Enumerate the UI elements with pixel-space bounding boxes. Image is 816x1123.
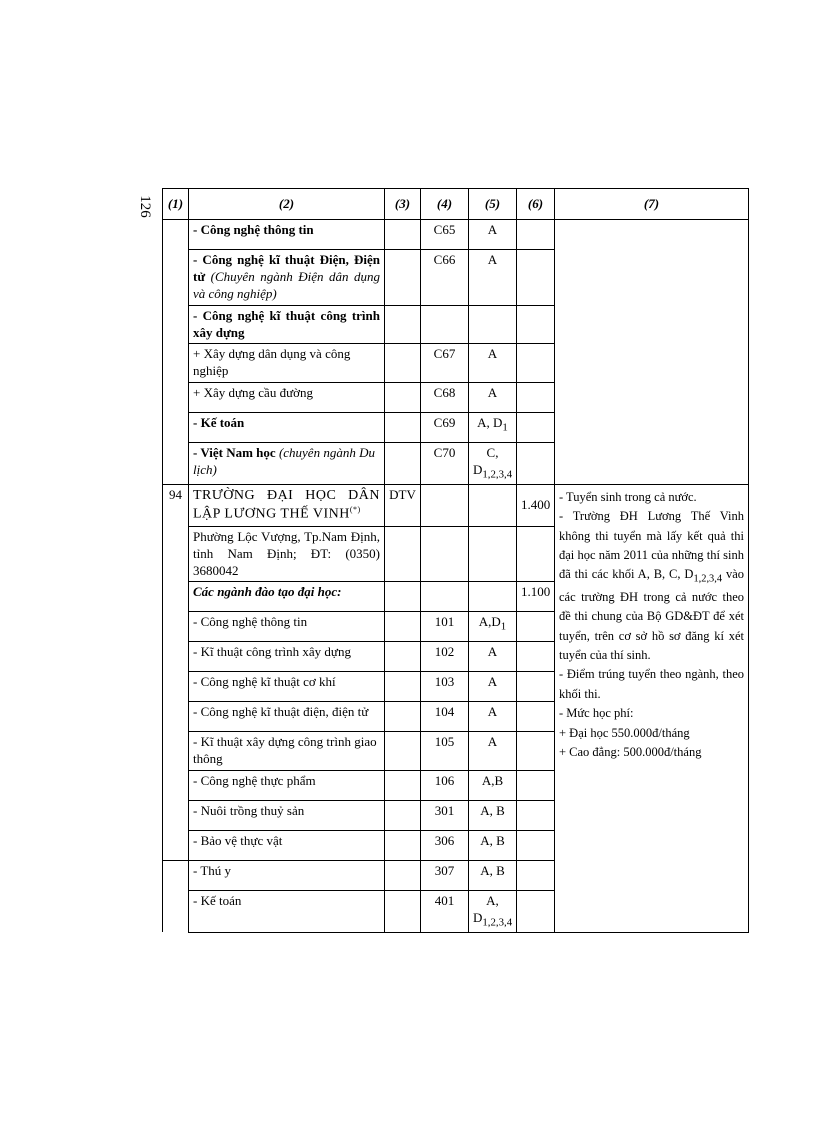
major-code: C69 — [421, 413, 469, 443]
exam-block — [469, 305, 517, 344]
university-address: Phường Lộc Vượng, Tp.Nam Định, tỉnh Nam Định; ĐT: (0350) 3680042 — [189, 526, 385, 582]
header-col-1: (1) — [163, 189, 189, 220]
major-code: 105 — [421, 732, 469, 771]
major-name: - Kĩ thuật xây dựng công trình giao thông — [189, 732, 385, 771]
exam-block: A — [469, 250, 517, 306]
header-col-6: (6) — [517, 189, 555, 220]
note-line: + Cao đẳng: 500.000đ/tháng — [559, 744, 702, 759]
exam-block: A — [469, 383, 517, 413]
major-code: 104 — [421, 702, 469, 732]
exam-block: A — [469, 642, 517, 672]
table-row — [163, 220, 749, 250]
major-code — [421, 305, 469, 344]
exam-block: A — [469, 220, 517, 250]
table-header-row — [163, 189, 749, 220]
exam-block: A, $D_1$ — [469, 413, 517, 443]
header-col-4: (4) — [421, 189, 469, 220]
major-code: 103 — [421, 672, 469, 702]
major-code: 102 — [421, 642, 469, 672]
major-name: - Công nghệ thông tin — [189, 220, 385, 250]
exam-block: A — [469, 344, 517, 383]
major-code: 401 — [421, 891, 469, 933]
university-row — [163, 484, 749, 526]
header-col-2: (2) — [189, 189, 385, 220]
exam-block: A — [469, 672, 517, 702]
major-code: C68 — [421, 383, 469, 413]
quota-cell — [517, 220, 555, 250]
major-name: - Thú y — [189, 861, 385, 891]
major-code: 101 — [421, 612, 469, 642]
note-line: + Đại học 550.000đ/tháng — [559, 725, 690, 740]
major-code: 307 — [421, 861, 469, 891]
admissions-table — [162, 188, 749, 933]
major-name: - Kĩ thuật công trình xây dựng — [189, 642, 385, 672]
major-name: - Việt Nam học (chuyên ngành Du lịch) — [189, 443, 385, 485]
note-line: - Trường ĐH Lương Thế Vinh không thi tuyển mà lấy kết quả thi đại học năm 2011 của những thí sinh đã thi các khối A, B, C, $D_{1,2,3,4}$ vào các trường ĐH trong cả nước theo đề thi chung của Bộ GD&ĐT để xét tuyển, trên cơ sở hồ sơ đăng kí xét tuyển của thí sinh. — [559, 509, 744, 663]
row-number-cell — [163, 861, 189, 933]
university-code: DTV — [385, 484, 421, 526]
major-code: C70 — [421, 443, 469, 485]
major-specialization: (Chuyên ngành Điện dân dụng và công nghiệp) — [193, 268, 381, 301]
note-line: - Tuyển sinh trong cả nước. — [559, 489, 697, 504]
section-label: Các ngành đào tạo đại học: — [189, 582, 385, 612]
exam-block: $A,D_1$ — [469, 612, 517, 642]
header-col-3: (3) — [385, 189, 421, 220]
page-number: 126 — [136, 194, 153, 218]
university-number: 94 — [163, 484, 189, 860]
major-name: + Xây dựng cầu đường — [189, 383, 385, 413]
admission-notes — [555, 484, 749, 932]
major-name: - Công nghệ thông tin — [189, 612, 385, 642]
notes-cell — [555, 220, 749, 485]
exam-block: A — [469, 702, 517, 732]
major-name: - Công nghệ kĩ thuật điện, điện tử — [189, 702, 385, 732]
major-name: - Nuôi trồng thuỷ sản — [189, 801, 385, 831]
major-code: C67 — [421, 344, 469, 383]
major-name: - Công nghệ thực phẩm — [189, 771, 385, 801]
note-line: - Mức học phí: — [559, 706, 634, 721]
note-line: - Điểm trúng tuyển theo ngành, theo khối thi. — [559, 667, 744, 701]
major-name: - Công nghệ kĩ thuật công trình xây dựng — [189, 305, 385, 344]
major-code: 306 — [421, 831, 469, 861]
exam-block: C, $D_{1,2,3,4}$ — [469, 443, 517, 485]
header-col-7: (7) — [555, 189, 749, 220]
major-code: 106 — [421, 771, 469, 801]
header-col-5: (5) — [469, 189, 517, 220]
exam-block: A, B — [469, 831, 517, 861]
university-name: TRƯỜNG ĐẠI HỌC DÂN LẬP LƯƠNG THẾ VINH(*) — [189, 484, 385, 526]
exam-block: A, B — [469, 801, 517, 831]
major-name: - Công nghệ kĩ thuật cơ khí — [189, 672, 385, 702]
university-quota: 1.400 — [517, 484, 555, 526]
uni-code-cell — [385, 220, 421, 250]
exam-block: A,B — [469, 771, 517, 801]
row-number-cell — [163, 220, 189, 485]
exam-block: A, $D_{1,2,3,4}$ — [469, 891, 517, 933]
major-code: C65 — [421, 220, 469, 250]
major-code: 301 — [421, 801, 469, 831]
major-code: C66 — [421, 250, 469, 306]
exam-block: A, B — [469, 861, 517, 891]
exam-block: A — [469, 732, 517, 771]
major-name: + Xây dựng dân dụng và công nghiệp — [189, 344, 385, 383]
major-name: - Kế toán — [189, 891, 385, 933]
major-name: - Bảo vệ thực vật — [189, 831, 385, 861]
major-name: - Công nghệ kĩ thuật Điện, Điện tử (Chuyên ngành Điện dân dụng và công nghiệp) — [189, 250, 385, 306]
section-quota: 1.100 — [517, 582, 555, 612]
major-name: - Kế toán — [189, 413, 385, 443]
